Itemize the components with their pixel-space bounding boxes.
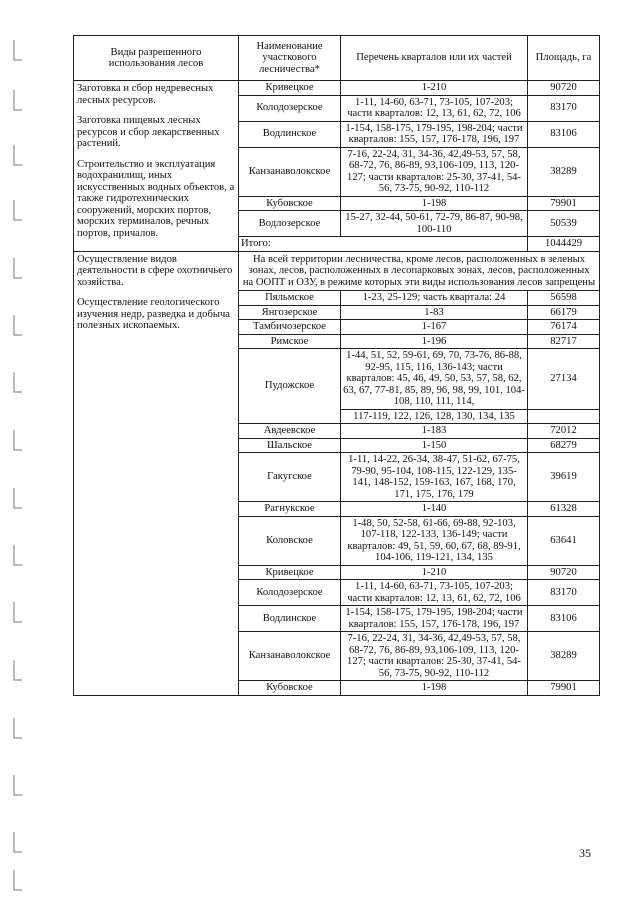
forestry-cell: Канзанаволокское	[239, 147, 341, 196]
quarters-cell: 1-140	[341, 502, 528, 517]
forestry-cell: Водлозерское	[239, 211, 341, 237]
header-quarters: Перечень кварталов или их частей	[341, 36, 528, 81]
forest-use-table	[73, 35, 600, 696]
area-cell: 38289	[528, 147, 600, 196]
binding-marks-graphic	[0, 0, 30, 905]
quarters-cell: 1-154, 158-175, 179-195, 198-204; части кварталов: 155, 157, 176-178, 196, 197	[341, 121, 528, 147]
quarters-cell: 1-183	[341, 424, 528, 439]
forestry-cell: Колодозерское	[239, 580, 341, 606]
area-cell: 50539	[528, 211, 600, 237]
area-cell: 90720	[528, 565, 600, 580]
area-cell: 66179	[528, 305, 600, 320]
area-cell: 68279	[528, 438, 600, 453]
forestry-cell: Кривецкое	[239, 81, 341, 96]
quarters-cell: 1-11, 14-22, 26-34, 38-47, 51-62, 67-75, 79-90, 95-104, 108-115, 122-129, 135-141, 148-152, 159-163, 167, 168, 170, 171, 175, 176, 179	[341, 453, 528, 502]
quarters-cell: 15-27, 32-44, 50-61, 72-79, 86-87, 90-98, 100-110	[341, 211, 528, 237]
area-cell: 83106	[528, 606, 600, 632]
area-cell-empty	[528, 409, 600, 424]
quarters-cell: 1-196	[341, 334, 528, 349]
area-cell: 79901	[528, 681, 600, 696]
use-item: Строительство и эксплуатация водохранилищ, иных искусственных водных объектов, а также гидротехнических сооружений, морских портов, морских терминалов, речных портов, причалов.	[77, 158, 235, 239]
area-cell: 56598	[528, 291, 600, 306]
header-area: Площадь, га	[528, 36, 600, 81]
quarters-cell: 1-83	[341, 305, 528, 320]
forestry-cell: Канзанаволокское	[239, 632, 341, 681]
area-cell: 83170	[528, 580, 600, 606]
quarters-cell: 1-44, 51, 52, 59-61, 69, 70, 73-76, 86-88, 92-95, 115, 116, 136-143; части кварталов: 45, 46, 49, 50, 53, 57, 58, 62, 63, 67, 77-81, 85, 89, 96, 98, 99, 101, 104-108, 110, 111, 114,	[341, 349, 528, 410]
table-row	[74, 81, 600, 96]
binding-marks	[0, 0, 30, 905]
forestry-cell: Водлинское	[239, 606, 341, 632]
use-group-2	[74, 251, 239, 695]
forestry-cell: Авдеевское	[239, 424, 341, 439]
table-row	[74, 251, 600, 291]
area-cell: 72012	[528, 424, 600, 439]
header-forestry: Наименование участкового лесничества*	[239, 36, 341, 81]
quarters-cell: 7-16, 22-24, 31, 34-36, 42,49-53, 57, 58, 68-72, 76, 86-89, 93,106-109, 113, 120-127; части кварталов: 25-30, 37-41, 54-56, 73-75, 90-92, 110-112	[341, 632, 528, 681]
quarters-cell: 1-210	[341, 81, 528, 96]
use-item: Осуществление видов деятельности в сфере охотничьего хозяйства.	[77, 253, 233, 288]
total-value: 1044429	[528, 237, 600, 252]
quarters-cell: 1-11, 14-60, 63-71, 73-105, 107-203; части кварталов: 12, 13, 61, 62, 72, 106	[341, 580, 528, 606]
quarters-cell: 1-48, 50, 52-58, 61-66, 69-88, 92-103, 107-118, 122-133, 136-149; части кварталов: 49, 51, 59, 60, 67, 68, 89-91, 104-106, 119-121, 134, 135	[341, 516, 528, 565]
forestry-cell: Римское	[239, 334, 341, 349]
forestry-cell: Пяльмское	[239, 291, 341, 306]
forestry-cell: Шальское	[239, 438, 341, 453]
header-use: Виды разрешенного использования лесов	[74, 36, 239, 81]
forestry-cell: Пудожское	[239, 349, 341, 424]
quarters-cell: 1-11, 14-60, 63-71, 73-105, 107-203; части кварталов: 12, 13, 61, 62, 72, 106	[341, 95, 528, 121]
quarters-cell: 1-154, 158-175, 179-195, 198-204; части кварталов: 155, 157, 176-178, 196, 197	[341, 606, 528, 632]
quarters-cell-continued: 117-119, 122, 126, 128, 130, 134, 135	[341, 409, 528, 424]
area-cell: 63641	[528, 516, 600, 565]
forestry-cell: Кривецкое	[239, 565, 341, 580]
forestry-cell: Гакугское	[239, 453, 341, 502]
total-label: Итого:	[239, 237, 528, 252]
territory-note: На всей территории лесничества, кроме лесов, расположенных в зеленых зонах, лесов, расположенных в лесопарковых зонах, лесов, расположенных на ООПТ и ОЗУ, в режиме которых эти виды использования лесов запрещены	[239, 251, 600, 291]
quarters-cell: 7-16, 22-24, 31, 34-36, 42,49-53, 57, 58, 68-72, 76, 86-89, 93,106-109, 113, 120-127; части кварталов: 25-30, 37-41, 54-56, 73-75, 90-92, 110-112	[341, 147, 528, 196]
use-item: Осуществление геологического изучения недр, разведка и добыча полезных ископаемых.	[77, 297, 230, 331]
area-cell: 38289	[528, 632, 600, 681]
use-item: Заготовка и сбор недревесных лесных ресурсов.	[77, 83, 214, 106]
quarters-cell: 1-150	[341, 438, 528, 453]
area-cell: 27134	[528, 349, 600, 410]
forestry-cell: Рагнукское	[239, 502, 341, 517]
area-cell: 39619	[528, 453, 600, 502]
area-cell: 90720	[528, 81, 600, 96]
forestry-cell: Кубовское	[239, 681, 341, 696]
quarters-cell: 1-210	[341, 565, 528, 580]
use-item: Заготовка пищевых лесных ресурсов и сбор лекарственных растений.	[77, 115, 220, 149]
area-cell: 79901	[528, 196, 600, 211]
quarters-cell: 1-23, 25-129; часть квартала: 24	[341, 291, 528, 306]
forestry-cell: Колодозерское	[239, 95, 341, 121]
quarters-cell: 1-167	[341, 320, 528, 335]
header-row	[74, 36, 600, 81]
forestry-cell: Янгозерское	[239, 305, 341, 320]
forestry-cell: Кубовское	[239, 196, 341, 211]
area-cell: 83106	[528, 121, 600, 147]
page-number: 35	[579, 846, 591, 860]
quarters-cell: 1-198	[341, 681, 528, 696]
area-cell: 61328	[528, 502, 600, 517]
quarters-cell: 1-198	[341, 196, 528, 211]
area-cell: 83170	[528, 95, 600, 121]
forestry-cell: Тамбичозерское	[239, 320, 341, 335]
area-cell: 82717	[528, 334, 600, 349]
forestry-cell: Водлинское	[239, 121, 341, 147]
forestry-cell: Коловское	[239, 516, 341, 565]
area-cell: 76174	[528, 320, 600, 335]
use-group-1	[74, 81, 239, 252]
